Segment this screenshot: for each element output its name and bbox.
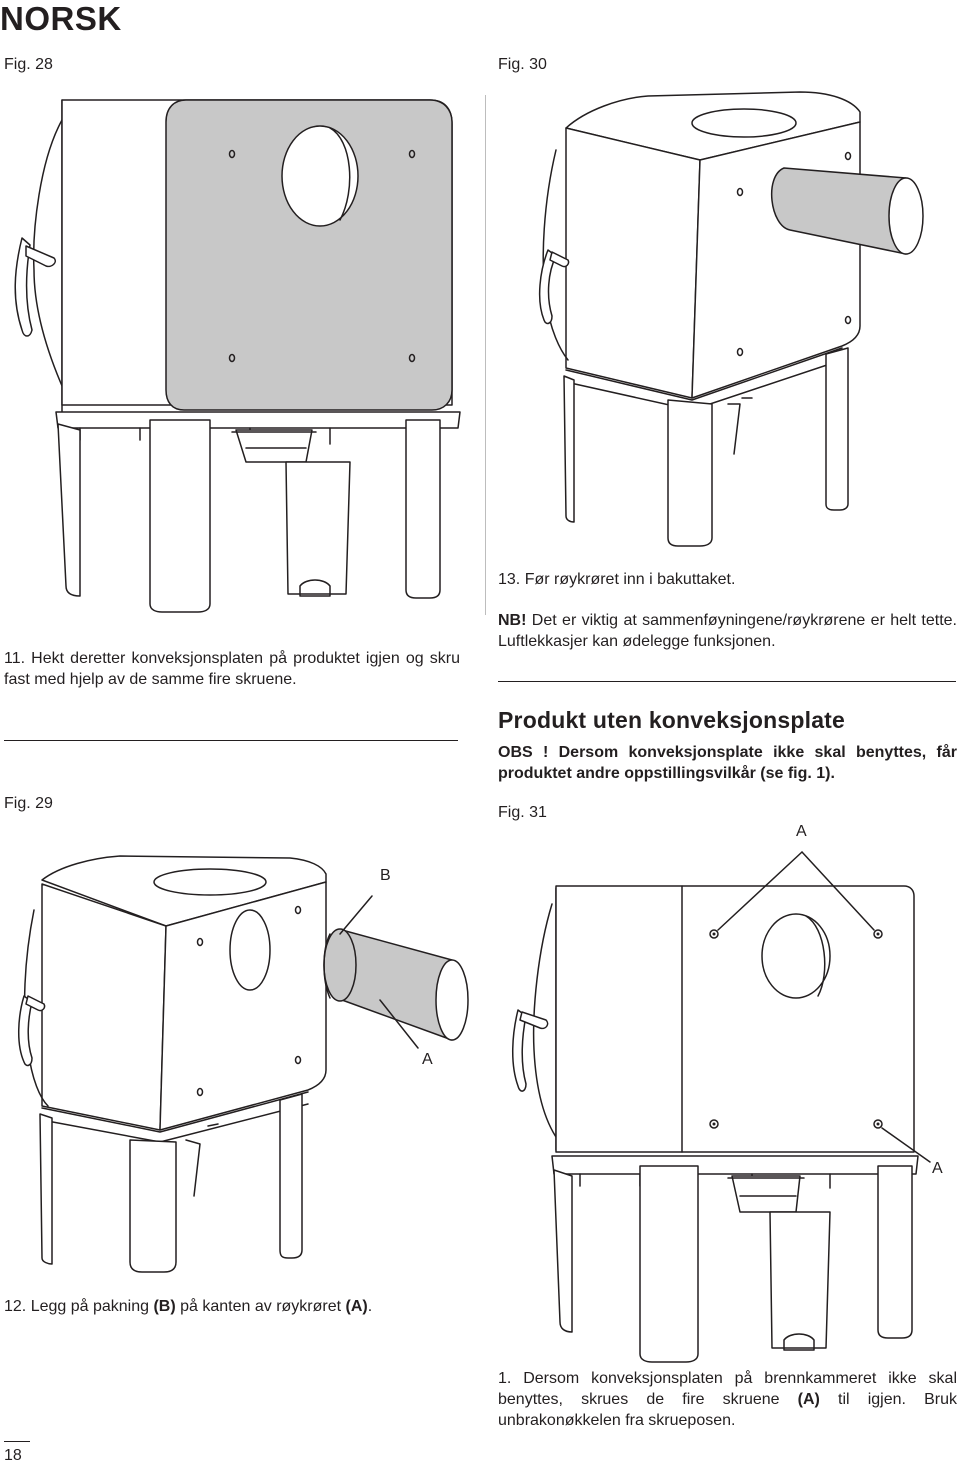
step-12-prefix: 12. Legg på pakning <box>4 1298 154 1315</box>
fig-31-label: Fig. 31 <box>498 804 547 821</box>
fig-29-callout-b: B <box>380 867 391 884</box>
step-12-text <box>4 1296 474 1317</box>
step-11-text: 11. Hekt deretter konveksjonsplaten på produktet igjen og skru fast med hjelp av de samme fire skruene. <box>4 650 460 688</box>
fig-30-label: Fig. 30 <box>498 56 547 73</box>
nb-text: Det er viktig at sammenføyningene/røykrørene er helt tette. Luftlekkasjer kan ødelegge funksjonen. <box>498 612 957 650</box>
fig-31-callout-a-right: A <box>932 1160 943 1177</box>
nb-label: NB! <box>498 612 527 629</box>
step-1-text <box>498 1368 957 1431</box>
footer-rule <box>4 1441 30 1442</box>
fig-31-callout-a-top: A <box>796 823 807 840</box>
step-12-a: (A) <box>345 1298 368 1315</box>
obs-note: OBS ! Dersom konveksjonsplate ikke skal benyttes, får produktet andre oppstillingsvilkår (se fig. 1). <box>498 744 957 782</box>
nb-note <box>498 610 957 652</box>
step-1-suffix: til igjen. Bruk unbrakonøkkelen fra skrueposen. <box>498 1391 957 1429</box>
fig-29-callout-a: A <box>422 1051 433 1068</box>
step-12-suffix: . <box>367 1298 373 1315</box>
step-12-b: (B) <box>153 1298 176 1315</box>
section-title: Produkt uten konveksjonsplate <box>498 707 846 733</box>
language-heading: NORSK <box>0 0 122 37</box>
divider-right <box>498 681 956 682</box>
step-12-middle: på kanten av røykrøret <box>175 1298 346 1315</box>
step-1-a: (A) <box>797 1391 820 1408</box>
step-13-text: 13. Før røykrøret inn i bakuttaket. <box>498 571 736 588</box>
step-1-prefix: 1. Dersom konveksjonsplaten på brennkammeret ikke skal benyttes, skrues de fire skruene <box>498 1370 957 1408</box>
fig-28-label: Fig. 28 <box>4 56 53 73</box>
divider-left <box>4 740 458 741</box>
page-number: 18 <box>4 1447 22 1464</box>
fig-29-label: Fig. 29 <box>4 795 53 812</box>
